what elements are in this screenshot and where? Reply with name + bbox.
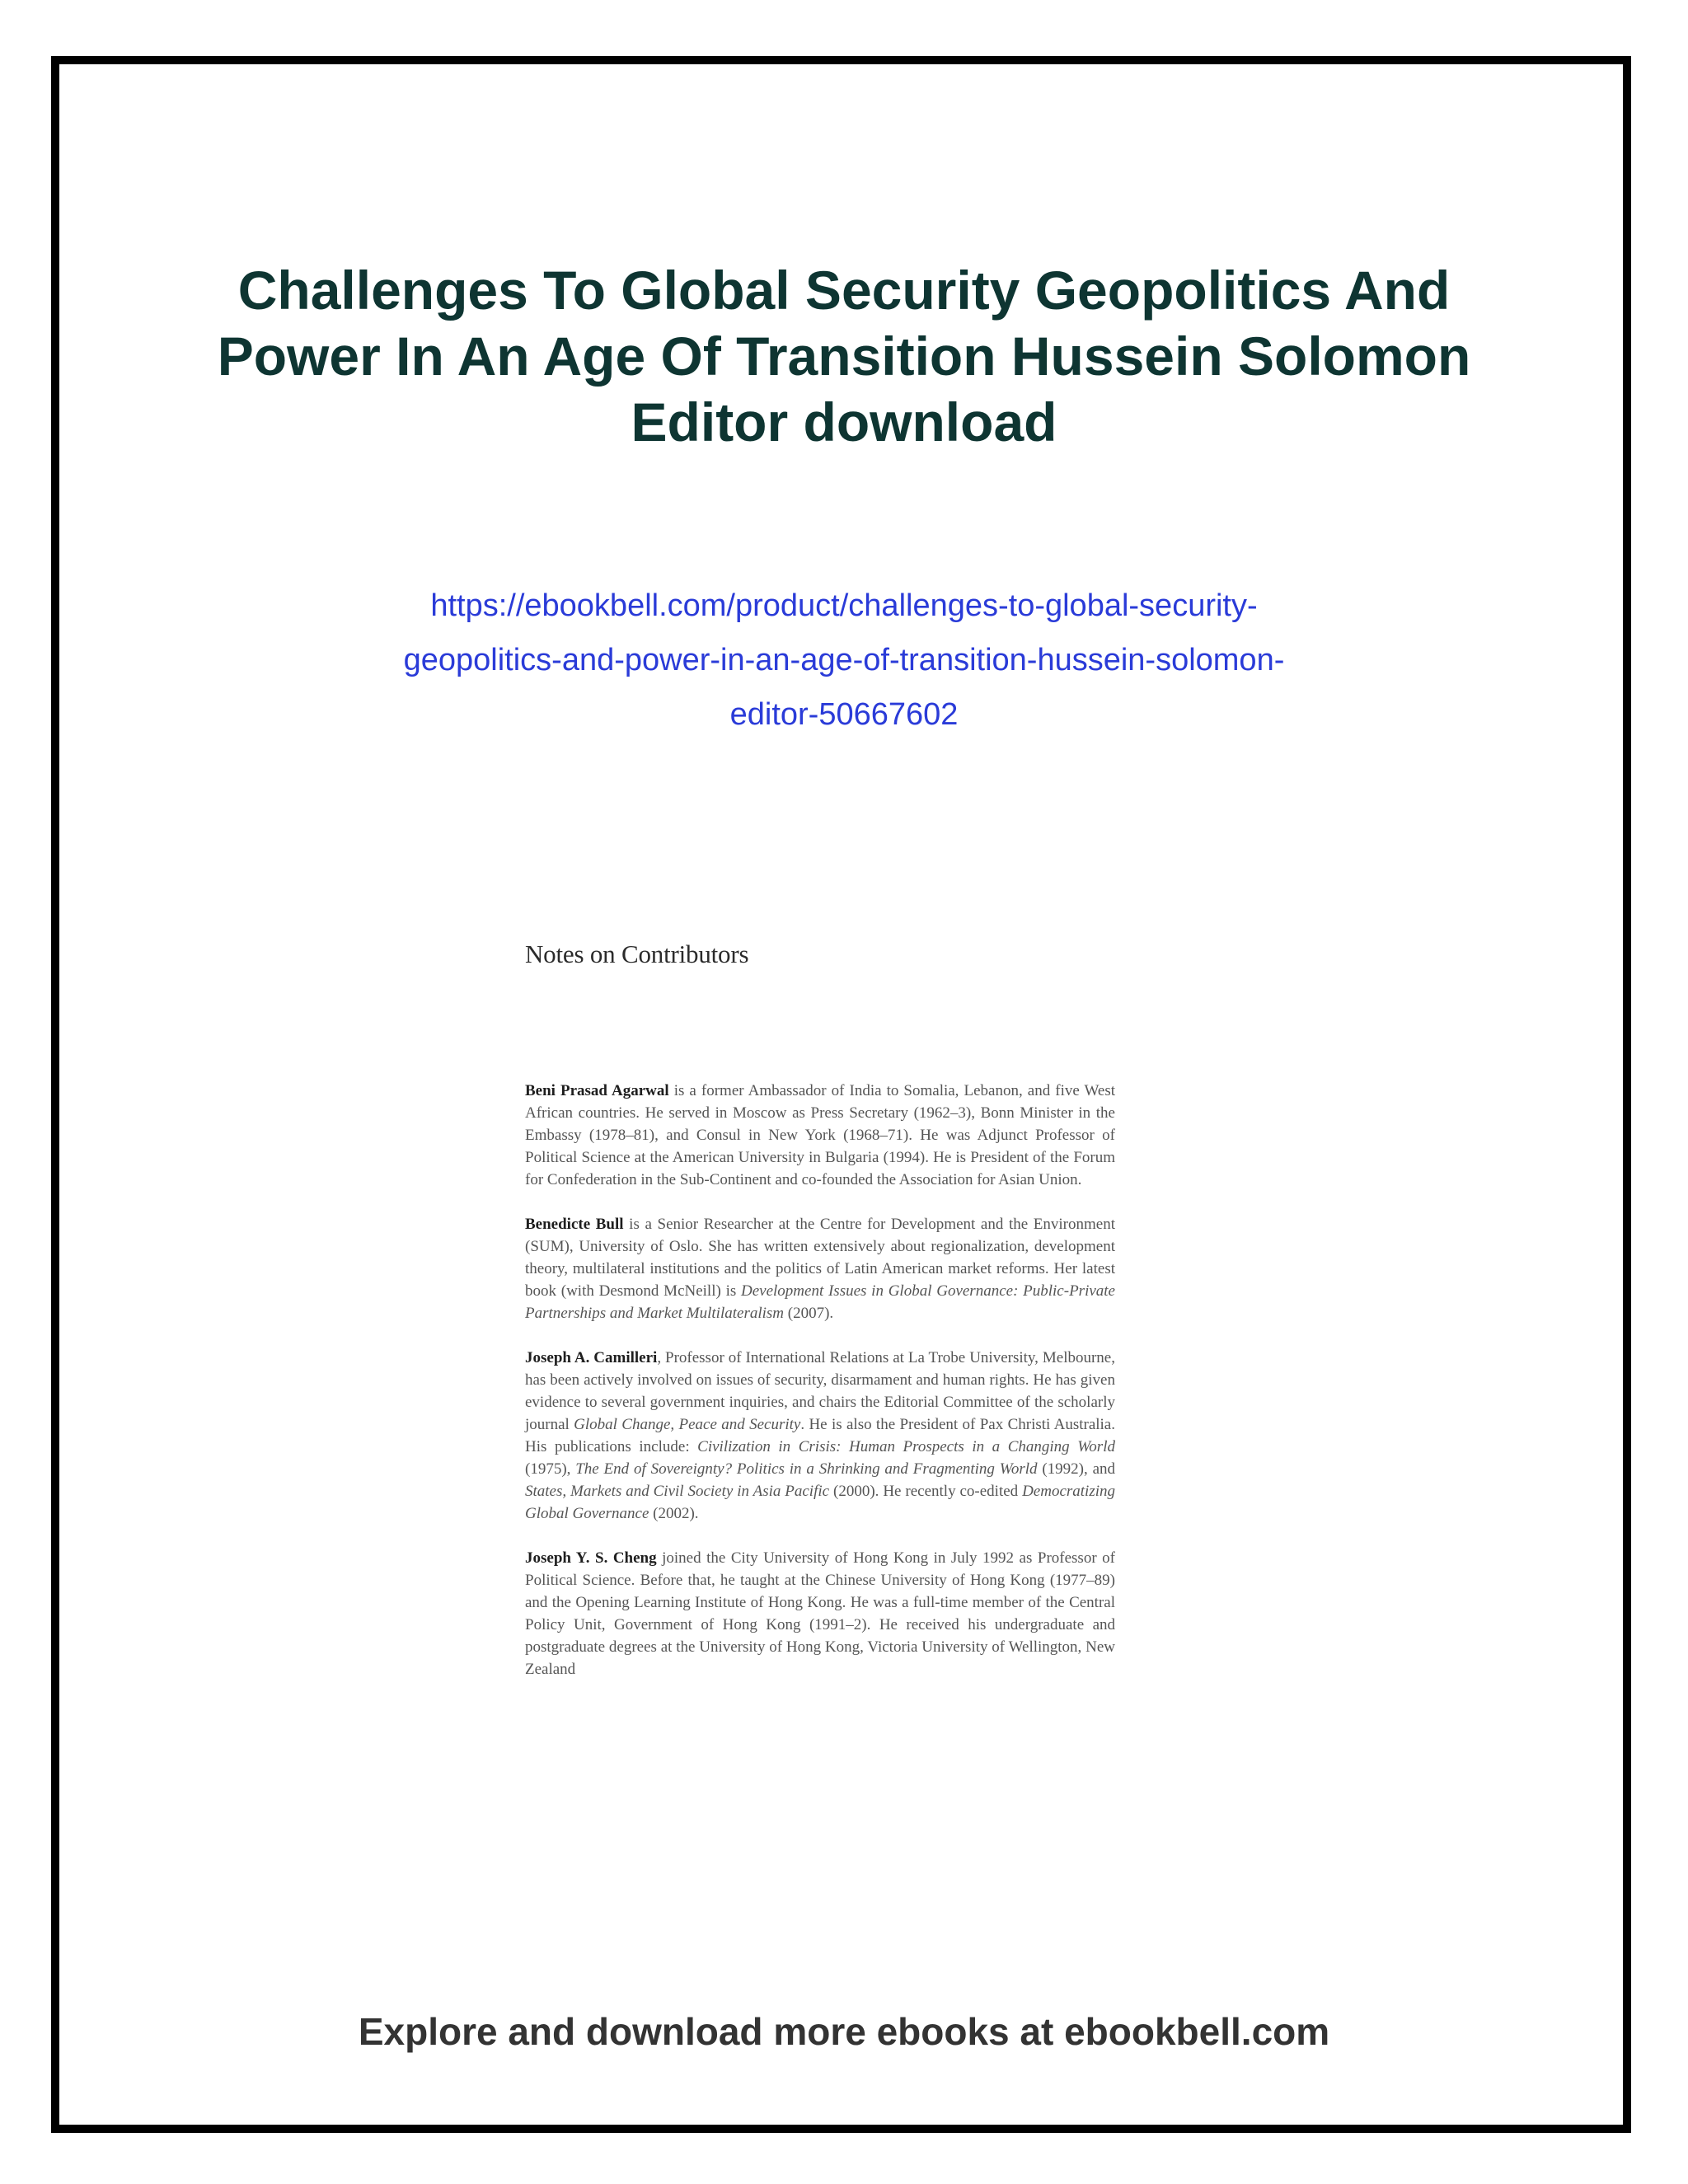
book-page-preview [495, 915, 1154, 1755]
product-link[interactable] [247, 579, 1441, 742]
contributor-bio: (2000). He recently co-edited [829, 1483, 1023, 1500]
contributor-name: Joseph A. Camilleri [525, 1349, 658, 1366]
contributor-bio: is a former Ambassador of India to Somalia, Lebanon, and five West African countries. He served in Moscow as Press Secretary (1962–3), Bonn Minister in the Embassy (1978–81), and Consul in New York (1968–71). He was Adjunct Professor of Political Science at the American University in Bulgaria (1994). He is President of the Forum for Confederation in the Sub-Continent and co-founded the Association for Asian Union. [525, 1082, 1115, 1188]
product-link-line-1[interactable]: https://ebookbell.com/product/challenges-to-global-security- [430, 588, 1258, 623]
book-title-italic: The End of Sovereignty? Politics in a Shrinking and Fragmenting World [575, 1460, 1038, 1478]
contributor-entry [525, 1547, 1115, 1680]
contributor-bio: joined the City University of Hong Kong in July 1992 as Professor of Political Science. Before that, he taught at the Chinese University of Hong Kong (1977–89) and the Opening Learning Institute of Hong Kong. He was a full-time member of the Central Policy Unit, Government of Hong Kong (1991–2). He received his undergraduate and postgraduate degrees at the University of Hong Kong, Victoria University of Wellington, New Zealand [525, 1549, 1115, 1678]
product-link-line-3[interactable]: editor-50667602 [729, 697, 959, 732]
book-title [165, 257, 1523, 455]
contributor-bio: (2002). [649, 1505, 699, 1522]
contributor-bio: (1992), and [1037, 1460, 1115, 1478]
contributor-bio: (1975), [525, 1460, 576, 1478]
footer-promo-text: Explore and download more ebooks at ebookbell.com [358, 2010, 1330, 2053]
contributor-bio: is a Senior Researcher at the Centre for Development and the Environment (SUM), University of Oslo. She has written extensively about regionalization, development theory, multilateral institutions and the politics of Latin American market reforms. Her latest book (with Desmond McNeill) is [525, 1216, 1115, 1300]
product-link-line-2[interactable]: geopolitics-and-power-in-an-age-of-transition-hussein-solomon- [403, 643, 1285, 677]
contributor-name: Benedicte Bull [525, 1216, 624, 1233]
contributor-name: Joseph Y. S. Cheng [525, 1549, 657, 1567]
contributor-bio: (2007). [784, 1305, 834, 1322]
contributors-list [525, 1080, 1115, 1703]
book-title-line-3: Editor download [631, 391, 1057, 452]
book-title-italic: Development Issues in Global Governance: Public-Private Partnerships and Market Multilateralism [525, 1282, 1115, 1322]
book-title-line-2: Power In An Age Of Transition Hussein Solomon [217, 326, 1471, 387]
book-title-italic: Civilization in Crisis: Human Prospects in a Changing World [697, 1438, 1115, 1455]
contributor-entry [525, 1080, 1115, 1191]
contributor-bio: , Professor of International Relations at La Trobe University, Melbourne, has been actively involved on issues of security, disarmament and human rights. He has given evidence to several government inquiries, and chairs the Editorial Committee of the scholarly journal [525, 1349, 1115, 1433]
book-title-italic: States, Markets and Civil Society in Asia Pacific [525, 1483, 830, 1500]
contributor-entry [525, 1347, 1115, 1525]
contributor-entry [525, 1213, 1115, 1324]
contributor-bio: . He is also the President of Pax Christi Australia. His publications include: [525, 1416, 1115, 1455]
book-title-italic: Democratizing Global Governance [525, 1483, 1116, 1522]
book-title-line-1: Challenges To Global Security Geopolitics And [237, 260, 1451, 321]
journal-title-italic: Global Change, Peace and Security [574, 1416, 801, 1433]
contributor-name: Beni Prasad Agarwal [525, 1082, 669, 1099]
book-page-heading: Notes on Contributors [525, 940, 749, 968]
